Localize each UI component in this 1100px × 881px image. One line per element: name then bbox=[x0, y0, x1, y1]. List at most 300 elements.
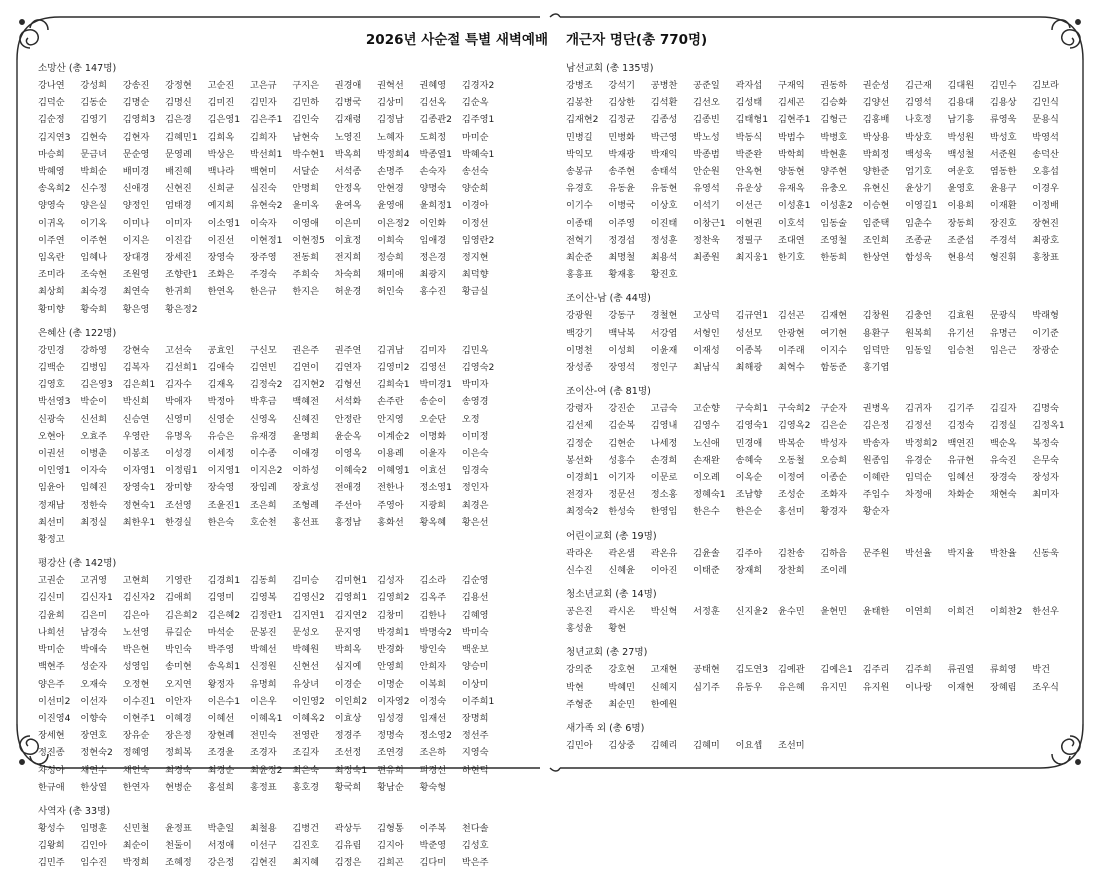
attendee-name: 김보라 bbox=[1032, 80, 1059, 91]
attendee-name: 황숙희 bbox=[80, 303, 108, 315]
attendee-name: 강은정 bbox=[207, 857, 235, 869]
attendee-name: 이귀옥 bbox=[38, 217, 65, 229]
attendee-name: 민경애 bbox=[735, 437, 763, 449]
attendee-name: 이은우 bbox=[249, 695, 277, 707]
attendee-name: 김은아 bbox=[122, 609, 150, 621]
attendee-name: 정소영1 bbox=[419, 482, 452, 494]
attendee-name: 최해광 bbox=[735, 362, 763, 374]
attendee-name: 이윤재 bbox=[650, 344, 678, 356]
name-list bbox=[566, 736, 1086, 753]
attendee-name: 백강기 bbox=[566, 327, 593, 339]
attendee-name: 신현진 bbox=[165, 183, 192, 195]
attendee-name: 조경자 bbox=[249, 747, 277, 759]
attendee-name: 고순향 bbox=[693, 403, 720, 415]
attendee-name: 홍화선 bbox=[377, 516, 404, 528]
attendee-name: 장진호 bbox=[989, 217, 1017, 229]
attendee-name: 이진선 bbox=[207, 234, 235, 246]
attendee-name: 박인숙 bbox=[165, 644, 192, 656]
attendee-name: 이인화 bbox=[419, 217, 447, 229]
attendee-name: 편유희 bbox=[377, 764, 404, 776]
attendee-name: 신영옥 bbox=[249, 413, 277, 425]
attendee-name: 임성경 bbox=[377, 712, 404, 724]
attendee-name: 한선우 bbox=[1032, 606, 1059, 618]
attendee-name: 기영란 bbox=[165, 575, 192, 587]
attendee-name: 강민경 bbox=[38, 344, 65, 356]
attendee-name: 고귀영 bbox=[80, 575, 108, 587]
attendee-name: 최광호 bbox=[1032, 234, 1059, 246]
left-column bbox=[38, 62, 543, 881]
attendee-name: 이재현 bbox=[947, 681, 975, 693]
attendee-name: 최숙경 bbox=[80, 286, 108, 298]
attendee-name: 김규연1 bbox=[735, 310, 769, 322]
attendee-name: 최경숙 bbox=[165, 764, 192, 776]
group-title: 조이산-남 (총 44명) bbox=[566, 293, 651, 305]
attendee-name: 박복순 bbox=[777, 437, 805, 449]
attendee-name: 임덕만 bbox=[862, 344, 890, 356]
attendee-name: 이종복 bbox=[735, 344, 763, 356]
attendee-name: 윤영애 bbox=[377, 200, 404, 212]
attendee-name: 윤여옥 bbox=[334, 200, 362, 212]
attendee-name: 김지아 bbox=[377, 840, 404, 852]
attendee-name: 장찬희 bbox=[777, 564, 805, 576]
attendee-name: 윤미옥 bbox=[292, 200, 319, 212]
attendee-name: 안희자 bbox=[419, 661, 447, 673]
attendee-name: 임윤아 bbox=[38, 482, 65, 494]
attendee-name: 송옥희1 bbox=[207, 661, 241, 673]
attendee-name: 정진종 bbox=[38, 747, 65, 759]
attendee-name: 최덕향 bbox=[461, 269, 489, 281]
attendee-name: 김연자 bbox=[334, 362, 362, 374]
attendee-name: 김은희1 bbox=[122, 379, 156, 391]
attendee-name: 김은혜2 bbox=[207, 609, 241, 621]
attendee-name: 용환구 bbox=[862, 327, 890, 339]
attendee-name: 안정란 bbox=[334, 413, 362, 425]
attendee-name: 김찬송 bbox=[777, 547, 805, 559]
attendee-name: 최미자 bbox=[1032, 489, 1059, 501]
attendee-name: 윤정표 bbox=[165, 822, 192, 834]
attendee-name: 신승연 bbox=[122, 413, 150, 425]
attendee-name: 배진혜 bbox=[165, 166, 192, 178]
attendee-name: 오동철 bbox=[777, 454, 805, 466]
attendee-name: 임애경 bbox=[419, 234, 447, 246]
attendee-name: 이지은 bbox=[122, 234, 150, 246]
attendee-name: 김민주 bbox=[38, 857, 65, 869]
attendee-name: 박현 bbox=[566, 681, 584, 693]
attendee-name: 장미향 bbox=[165, 482, 192, 494]
attendee-name: 형진휘 bbox=[989, 252, 1017, 264]
attendee-name: 박근영 bbox=[650, 131, 678, 143]
attendee-name: 박미숙 bbox=[461, 626, 489, 638]
attendee-name: 이창근1 bbox=[693, 217, 726, 229]
attendee-name: 백연진 bbox=[947, 437, 975, 449]
attendee-name: 김영기 bbox=[80, 114, 108, 126]
attendee-name: 조영철 bbox=[820, 234, 847, 246]
attendee-name: 강의준 bbox=[566, 664, 593, 676]
attendee-name: 이수진1 bbox=[122, 695, 156, 707]
attendee-name: 정현숙2 bbox=[80, 747, 113, 759]
name-list bbox=[566, 306, 1086, 375]
attendee-name: 김영호 bbox=[38, 379, 65, 391]
attendee-name: 손숙자 bbox=[419, 166, 447, 178]
attendee-name: 박희정 bbox=[862, 148, 890, 160]
attendee-name: 김재현2 bbox=[566, 114, 599, 126]
attendee-name: 김영신2 bbox=[292, 592, 325, 604]
attendee-name: 권병옥 bbox=[862, 403, 890, 415]
attendee-name: 한경실 bbox=[165, 516, 192, 528]
attendee-name: 채현숙 bbox=[989, 489, 1017, 501]
attendee-name: 김선곤 bbox=[777, 310, 805, 322]
attendee-name: 홍호경 bbox=[292, 781, 319, 793]
attendee-name: 우영란 bbox=[122, 430, 150, 442]
attendee-name: 김유림 bbox=[334, 840, 362, 852]
group-section bbox=[38, 805, 543, 871]
attendee-name: 정현숙1 bbox=[122, 499, 156, 511]
attendee-name: 김창원 bbox=[862, 310, 890, 322]
attendee-name: 주영아 bbox=[377, 499, 404, 511]
attendee-name: 주희숙 bbox=[292, 269, 319, 281]
attendee-name: 곽시온 bbox=[608, 606, 636, 618]
attendee-name: 조우식 bbox=[1032, 681, 1059, 693]
attendee-name: 신희균 bbox=[207, 183, 235, 195]
attendee-name: 고순진 bbox=[207, 80, 235, 91]
attendee-name: 김예관 bbox=[777, 664, 805, 676]
attendee-name: 오재숙 bbox=[80, 678, 108, 690]
attendee-name: 구재익 bbox=[777, 80, 805, 91]
attendee-name: 여운호 bbox=[947, 166, 975, 178]
attendee-name: 조인희 bbox=[862, 234, 890, 246]
attendee-name: 노혜자 bbox=[377, 131, 404, 143]
attendee-name: 유승은 bbox=[207, 430, 235, 442]
attendee-name: 이주복 bbox=[419, 822, 447, 834]
attendee-name: 이혜영1 bbox=[377, 465, 410, 477]
attendee-name: 유은혜 bbox=[777, 681, 805, 693]
attendee-name: 조길자 bbox=[292, 747, 319, 759]
attendee-name: 김혜리 bbox=[650, 740, 678, 752]
attendee-name: 최종원 bbox=[693, 252, 720, 264]
attendee-name: 김정숙2 bbox=[249, 379, 283, 391]
attendee-name: 이현정1 bbox=[249, 234, 283, 246]
attendee-name: 오흥섭 bbox=[1032, 166, 1059, 178]
attendee-name: 이병춘 bbox=[80, 448, 108, 460]
attendee-name: 최광지 bbox=[419, 269, 447, 281]
attendee-name: 백성철 bbox=[947, 148, 975, 160]
attendee-name: 박준영 bbox=[419, 840, 447, 852]
attendee-name: 김미진 bbox=[207, 97, 235, 109]
attendee-name: 이성훈1 bbox=[777, 200, 811, 212]
event-title: 2026년 사순절 특별 새벽예배 bbox=[365, 32, 548, 48]
attendee-name: 박선율 bbox=[905, 547, 932, 559]
attendee-name: 유지원 bbox=[862, 681, 890, 693]
attendee-name: 장현진 bbox=[1032, 217, 1059, 229]
attendee-name: 전애경 bbox=[334, 482, 362, 494]
attendee-name: 홍정표 bbox=[249, 781, 277, 793]
attendee-name: 김동희 bbox=[249, 575, 277, 587]
attendee-name: 박상호 bbox=[905, 131, 932, 143]
attendee-name: 정경섭 bbox=[608, 234, 636, 246]
attendee-name: 이명화 bbox=[419, 430, 447, 442]
attendee-name: 김병국 bbox=[334, 97, 362, 109]
attendee-name: 김영수 bbox=[693, 420, 720, 432]
attendee-name: 홍흥표 bbox=[566, 269, 593, 281]
attendee-name: 임은근 bbox=[989, 344, 1017, 356]
attendee-name: 양영숙 bbox=[38, 200, 65, 212]
attendee-name: 황성수 bbox=[38, 822, 65, 834]
attendee-name: 조남향 bbox=[735, 489, 763, 501]
attendee-name: 황은선 bbox=[461, 516, 489, 528]
attendee-name: 고선숙 bbox=[165, 344, 192, 356]
attendee-name: 김주영1 bbox=[461, 114, 495, 126]
attendee-name: 김병임 bbox=[80, 362, 108, 374]
group-section bbox=[566, 588, 1086, 636]
attendee-name: 박혜선 bbox=[249, 644, 277, 656]
attendee-name: 문광식 bbox=[989, 310, 1017, 322]
attendee-name: 한지은 bbox=[292, 286, 319, 298]
attendee-name: 조선영 bbox=[165, 499, 192, 511]
attendee-name: 하현덕 bbox=[461, 764, 489, 776]
attendee-name: 윤현민 bbox=[820, 606, 847, 618]
attendee-name: 장성종 bbox=[566, 362, 593, 374]
attendee-name: 최남식 bbox=[693, 362, 720, 374]
attendee-name: 박현훈 bbox=[820, 148, 847, 160]
attendee-name: 유재옥 bbox=[777, 183, 805, 195]
attendee-name: 여기현 bbox=[820, 327, 847, 339]
attendee-name: 황남순 bbox=[377, 781, 404, 793]
attendee-name: 오순단 bbox=[419, 413, 447, 425]
attendee-name: 이은수1 bbox=[207, 695, 241, 707]
attendee-name: 김윤희 bbox=[38, 609, 65, 621]
attendee-name: 남현숙 bbox=[292, 131, 319, 143]
attendee-name: 김순정 bbox=[38, 114, 65, 126]
attendee-name: 윤순옥 bbox=[334, 430, 362, 442]
attendee-name: 장영숙1 bbox=[122, 482, 156, 494]
attendee-name: 김종관2 bbox=[419, 114, 452, 126]
attendee-name: 이영애 bbox=[292, 217, 319, 229]
attendee-name: 성순자 bbox=[80, 661, 108, 673]
attendee-name: 황금실 bbox=[461, 286, 489, 298]
attendee-name: 이윤자 bbox=[419, 448, 447, 460]
attendee-name: 박찬율 bbox=[989, 547, 1017, 559]
attendee-name: 김영희3 bbox=[122, 114, 156, 126]
attendee-name: 김성태 bbox=[735, 97, 763, 109]
name-list bbox=[566, 602, 1086, 636]
attendee-name: 장세현 bbox=[38, 730, 65, 742]
attendee-name: 양동현 bbox=[777, 166, 805, 178]
attendee-name: 류길순 bbox=[165, 626, 192, 638]
attendee-name: 송선숙 bbox=[461, 166, 489, 178]
attendee-name: 김은순 bbox=[820, 420, 847, 432]
attendee-name: 송혜숙 bbox=[735, 454, 763, 466]
attendee-name: 이효상 bbox=[334, 712, 362, 724]
attendee-name: 이요셉 bbox=[735, 740, 763, 752]
attendee-name: 강성희 bbox=[80, 80, 108, 91]
attendee-name: 박병호 bbox=[820, 131, 847, 143]
attendee-name: 최경은 bbox=[461, 499, 489, 511]
attendee-name: 송덕산 bbox=[1032, 148, 1059, 160]
attendee-name: 김인식 bbox=[1032, 97, 1059, 109]
attendee-name: 홍선미 bbox=[777, 506, 805, 518]
attendee-name: 한동희 bbox=[820, 252, 847, 264]
attendee-name: 김경희1 bbox=[207, 575, 241, 587]
attendee-name: 김충언 bbox=[905, 310, 932, 322]
attendee-name: 박재익 bbox=[650, 148, 678, 160]
attendee-name: 권혜영 bbox=[419, 80, 447, 91]
attendee-name: 김복자 bbox=[122, 362, 150, 374]
attendee-name: 고금숙 bbox=[650, 403, 678, 415]
attendee-name: 박신혁 bbox=[650, 606, 678, 618]
attendee-name: 유기선 bbox=[947, 327, 975, 339]
attendee-name: 나호정 bbox=[905, 114, 932, 126]
attendee-name: 김영숙1 bbox=[735, 420, 769, 432]
attendee-name: 이애경 bbox=[292, 448, 319, 460]
attendee-name: 김미현1 bbox=[334, 575, 368, 587]
attendee-name: 이희숙 bbox=[377, 234, 404, 246]
attendee-name: 박건 bbox=[1032, 664, 1051, 676]
attendee-name: 최정숙1 bbox=[334, 764, 368, 776]
group-section bbox=[38, 557, 543, 795]
attendee-name: 박선영3 bbox=[38, 396, 71, 408]
attendee-name: 안명희 bbox=[292, 183, 319, 195]
attendee-name: 이혜선 bbox=[207, 712, 235, 724]
attendee-name: 강동구 bbox=[608, 310, 636, 322]
attendee-name: 손주란 bbox=[377, 396, 404, 408]
attendee-name: 김영내 bbox=[650, 420, 678, 432]
attendee-name: 마승희 bbox=[38, 148, 65, 160]
attendee-name: 천다솔 bbox=[461, 822, 489, 834]
attendee-name: 채미애 bbox=[377, 269, 404, 281]
attendee-name: 채연수 bbox=[80, 764, 108, 776]
attendee-name: 원복희 bbox=[905, 327, 932, 339]
attendee-name: 윤태한 bbox=[862, 606, 890, 618]
attendee-name: 박정희 bbox=[122, 857, 150, 869]
attendee-name: 이진갑 bbox=[165, 234, 192, 246]
attendee-name: 김명순 bbox=[122, 97, 150, 109]
name-list bbox=[566, 544, 1086, 578]
attendee-name: 안현경 bbox=[377, 183, 404, 195]
attendee-name: 정성훈 bbox=[650, 234, 678, 246]
attendee-name: 장경숙 bbox=[989, 472, 1017, 484]
attendee-name: 김희곤 bbox=[377, 857, 404, 869]
attendee-name: 문영례 bbox=[165, 148, 192, 160]
attendee-name: 조은하 bbox=[419, 747, 447, 759]
attendee-name: 한규애 bbox=[38, 781, 65, 793]
attendee-name: 곽자섭 bbox=[735, 80, 763, 91]
attendee-name: 박미순 bbox=[38, 644, 65, 656]
attendee-name: 홍설희 bbox=[207, 781, 235, 793]
attendee-name: 이인희2 bbox=[334, 695, 368, 707]
attendee-name: 이희찬2 bbox=[989, 606, 1023, 618]
group-section bbox=[566, 292, 1086, 375]
attendee-name: 박순이 bbox=[80, 396, 108, 408]
attendee-name: 이호석 bbox=[777, 217, 805, 229]
attendee-name: 이옥순 bbox=[735, 472, 763, 484]
attendee-name: 서정애 bbox=[207, 840, 235, 852]
attendee-name: 곽라온 bbox=[566, 547, 593, 559]
attendee-name: 이경희1 bbox=[566, 472, 599, 484]
attendee-name: 임명훈 bbox=[80, 822, 108, 834]
attendee-name: 최명철 bbox=[608, 252, 636, 264]
attendee-name: 허운경 bbox=[334, 286, 362, 298]
attendee-name: 구숙희2 bbox=[777, 403, 811, 415]
attendee-name: 김명숙 bbox=[1032, 403, 1059, 415]
attendee-name: 문금녀 bbox=[80, 148, 108, 160]
group-title: 어린이교회 (총 19명) bbox=[566, 530, 657, 542]
attendee-name: 이정배 bbox=[1032, 200, 1059, 212]
attendee-name: 정희복 bbox=[165, 747, 192, 759]
attendee-name: 김민수 bbox=[989, 80, 1017, 91]
attendee-name: 박명숙2 bbox=[419, 626, 452, 638]
attendee-name: 김상한 bbox=[608, 97, 636, 109]
attendee-name: 장동희 bbox=[947, 217, 975, 229]
name-list bbox=[38, 341, 543, 547]
attendee-name: 김용대 bbox=[947, 97, 975, 109]
attendee-name: 김용상 bbox=[989, 97, 1017, 109]
attendee-name: 최순민 bbox=[608, 698, 636, 710]
attendee-name: 이재성 bbox=[693, 344, 720, 356]
attendee-name: 정혜영 bbox=[122, 747, 150, 759]
attendee-name: 엄태경 bbox=[165, 200, 192, 212]
attendee-name: 이아진 bbox=[650, 564, 678, 576]
group-section bbox=[566, 722, 1086, 753]
attendee-name: 황숙형 bbox=[419, 781, 447, 793]
attendee-name: 이성경 bbox=[165, 448, 192, 460]
attendee-name: 구숙희1 bbox=[735, 403, 769, 415]
attendee-name: 백혜전 bbox=[292, 396, 319, 408]
attendee-name: 임춘수 bbox=[905, 217, 932, 229]
attendee-name: 김지현2 bbox=[292, 379, 325, 391]
attendee-name: 박종범 bbox=[693, 148, 720, 160]
attendee-name: 한영임 bbox=[650, 506, 678, 518]
attendee-name: 류영욱 bbox=[989, 114, 1017, 126]
attendee-name: 김효원 bbox=[947, 310, 975, 322]
attendee-name: 김한나 bbox=[419, 609, 447, 621]
attendee-name: 이기준 bbox=[1032, 327, 1059, 339]
attendee-name: 윤상기 bbox=[905, 183, 932, 195]
attendee-name: 백낙복 bbox=[608, 327, 636, 339]
attendee-name: 최지웅1 bbox=[735, 252, 769, 264]
attendee-name: 장임례 bbox=[249, 482, 277, 494]
group-section bbox=[566, 646, 1086, 712]
attendee-name: 윤명희 bbox=[292, 430, 319, 442]
attendee-name: 김상중 bbox=[608, 740, 636, 752]
attendee-name: 박애숙 bbox=[80, 644, 108, 656]
attendee-name: 은무숙 bbox=[1032, 454, 1059, 466]
attendee-name: 정필구 bbox=[735, 234, 763, 246]
attendee-name: 박춘일 bbox=[207, 822, 235, 834]
attendee-name: 이주영 bbox=[608, 217, 636, 229]
attendee-name: 서석종 bbox=[334, 166, 362, 178]
attendee-name: 주임수 bbox=[862, 489, 890, 501]
attendee-name: 이지영1 bbox=[207, 465, 241, 477]
attendee-name: 반경화 bbox=[377, 644, 404, 656]
attendee-name: 노선영 bbox=[122, 626, 150, 638]
attendee-name: 정선주 bbox=[461, 730, 489, 742]
attendee-name: 홍창표 bbox=[1032, 252, 1059, 264]
attendee-name: 김재현 bbox=[820, 310, 847, 322]
attendee-name: 최지혜 bbox=[292, 857, 319, 869]
attendee-name: 오정 bbox=[461, 413, 480, 425]
attendee-name: 윤영호 bbox=[947, 183, 975, 195]
attendee-name: 신애경 bbox=[122, 183, 150, 195]
attendee-name: 이주연 bbox=[38, 234, 65, 246]
group-title: 청소년교회 (총 14명) bbox=[566, 589, 657, 601]
attendee-name: 박경희1 bbox=[377, 626, 410, 638]
attendee-name: 김백순 bbox=[38, 362, 65, 374]
attendee-name: 박은현 bbox=[122, 644, 150, 656]
attendee-name: 김성자 bbox=[377, 575, 404, 587]
attendee-name: 박희옥 bbox=[334, 644, 362, 656]
attendee-name: 문용식 bbox=[1032, 114, 1059, 126]
attendee-name: 전혁기 bbox=[566, 234, 593, 246]
